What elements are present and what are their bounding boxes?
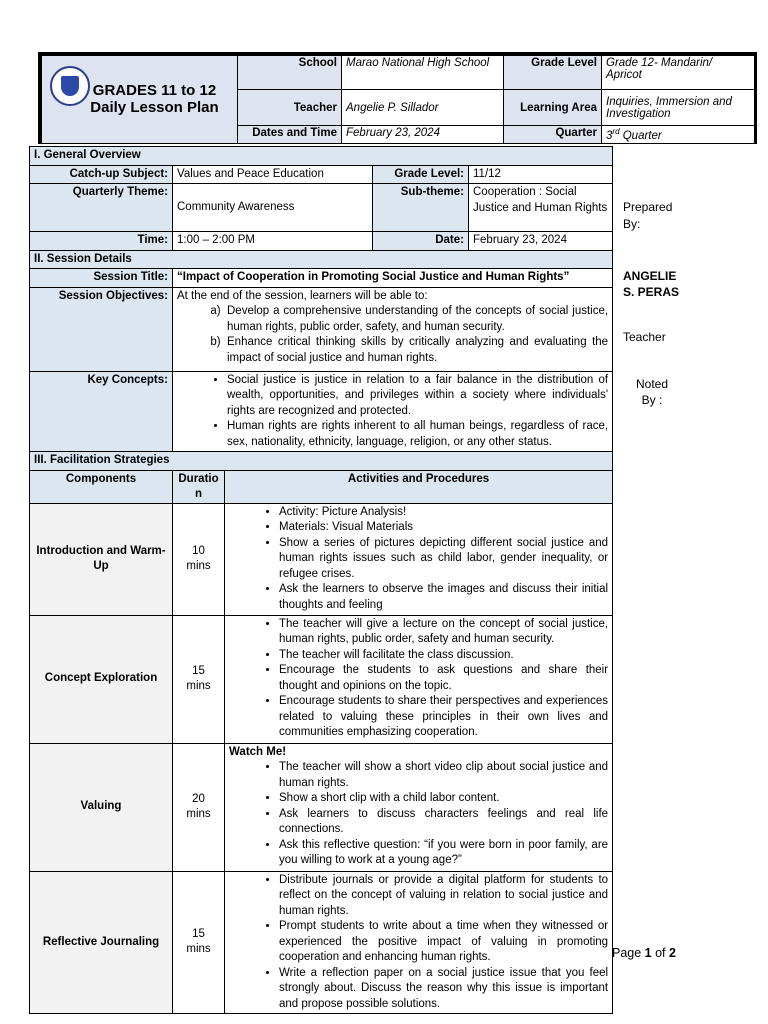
activities-cell xyxy=(225,743,613,871)
activities-list xyxy=(229,505,608,614)
key-concepts-cell xyxy=(173,371,613,452)
activities-list xyxy=(229,617,608,741)
duration-header: Duration xyxy=(173,470,225,503)
lesson-plan-body xyxy=(29,146,612,1014)
teacher-label: Teacher xyxy=(238,90,342,126)
activity-item: • Materials: Visual Materials xyxy=(279,520,608,536)
activity-item: • Encourage the students to ask questions and share their thought and opinions on the topic. xyxy=(279,663,608,694)
quarter-sup: rd xyxy=(612,127,620,136)
subtheme-value: Cooperation : Social Justice and Human Rights xyxy=(469,184,613,232)
activity-item: • Write a reflection paper on a social justice issue that you feel strongly about. Discuss the reason why this issue is important and propose possible solutions. xyxy=(279,966,608,1013)
duration-cell xyxy=(173,503,225,615)
activities-header: Activities and Procedures xyxy=(225,470,613,503)
time-value: 1:00 – 2:00 PM xyxy=(173,232,373,251)
title-line1: GRADES 11 to 12 xyxy=(92,82,217,100)
teacher-value: Angelie P. Sillador xyxy=(342,90,504,126)
catchup-value: Values and Peace Education xyxy=(173,165,373,184)
concept-item: • Social justice is justice in relation to a fair balance in the distribution of wealth, opportunities, and privileges within a society where individuals' rights are recognized and protected. xyxy=(227,373,608,420)
subtheme-label: Sub-theme: xyxy=(373,184,469,232)
components-header: Components xyxy=(30,470,173,503)
quarter-value xyxy=(602,126,755,144)
activity-item: • Ask learners to discuss characters feelings and real life connections. xyxy=(279,807,608,838)
prepared-by-label: Prepared By: xyxy=(623,200,673,231)
activities-cell xyxy=(225,615,613,743)
duration-cell xyxy=(173,871,225,1014)
duration-unit: mins xyxy=(186,560,211,572)
page-of: of xyxy=(651,946,669,960)
session-title-label: Session Title: xyxy=(30,269,173,288)
duration-cell xyxy=(173,743,225,871)
duration-num: 10 xyxy=(192,544,205,557)
general-overview-heading: I. General Overview xyxy=(30,147,613,166)
duration-cell xyxy=(173,615,225,743)
header-title-cell xyxy=(42,56,238,144)
gradelevel-value: 11/12 xyxy=(469,165,613,184)
key-concepts-list xyxy=(177,373,608,451)
objectives-label: Session Objectives: xyxy=(30,287,173,371)
quarter-word: Quarter xyxy=(619,129,662,142)
facilitation-heading: III. Facilitation Strategies xyxy=(30,452,613,471)
session-details-heading: II. Session Details xyxy=(30,250,613,269)
activity-heading: Watch Me! xyxy=(229,745,287,758)
objective-item: b. Enhance critical thinking skills by critically analyzing and evaluating the impact of social justice and human rights. xyxy=(227,335,608,366)
catchup-label: Catch-up Subject: xyxy=(30,165,173,184)
duration-unit: mins xyxy=(186,680,211,692)
date-label: Date: xyxy=(373,232,469,251)
area-value: Inquiries, Immersion and Investigation xyxy=(602,90,755,126)
component-cell: Valuing xyxy=(30,743,173,871)
activity-item: • Show a short clip with a child labor content. xyxy=(279,791,608,807)
component-cell: Concept Exploration xyxy=(30,615,173,743)
theme-value: Community Awareness xyxy=(173,184,373,232)
page-prefix: Page xyxy=(612,946,645,960)
concept-item: • Human rights are rights inherent to all human beings, regardless of race, sex, nationality, ethnicity, language, religion, or any other status. xyxy=(227,419,608,450)
page-total: 2 xyxy=(669,946,676,960)
activity-item: • Activity: Picture Analysis! xyxy=(279,505,608,521)
activity-item: • Prompt students to write about a time when they witnessed or experienced the positive impact of valuing in promoting cooperation and enhancing human rights. xyxy=(279,919,608,966)
time-label: Time: xyxy=(30,232,173,251)
dates-value: February 23, 2024 xyxy=(342,126,504,144)
page-number xyxy=(612,946,676,960)
activity-item: • Distribute journals or provide a digital platform for students to reflect on the concept of valuing in relation to social justice and human rights. xyxy=(279,873,608,920)
preparer-name: ANGELIE S. PERAS xyxy=(623,269,680,299)
duration-num: 15 xyxy=(192,664,205,677)
component-cell: Introduction and Warm-Up xyxy=(30,503,173,615)
preparer-role: Teacher xyxy=(623,330,666,344)
activity-item: • Show a series of pictures depicting different social justice and human rights issues such as child labor, gender inequality, or refugee crises. xyxy=(279,536,608,583)
activity-item: • Encourage students to share their perspectives and experiences related to valuing these principles in their own lives and communities emphasizing cooperation. xyxy=(279,694,608,741)
duration-num: 15 xyxy=(192,927,205,940)
theme-label: Quarterly Theme: xyxy=(30,184,173,232)
objective-item: a. Develop a comprehensive understanding of the concepts of social justice, human rights, public order, safety, and human security. xyxy=(227,304,608,335)
session-title-value: “Impact of Cooperation in Promoting Social Justice and Human Rights” xyxy=(173,269,613,288)
school-label: School xyxy=(238,56,342,90)
activity-item: • Ask this reflective question: “if you were born in poor family, are you willing to work at a young age?” xyxy=(279,838,608,869)
activity-item: • The teacher will show a short video clip about social justice and human rights. xyxy=(279,760,608,791)
activities-cell xyxy=(225,871,613,1014)
duration-unit: mins xyxy=(186,808,211,820)
deped-seal-icon xyxy=(50,66,90,106)
activity-item: • The teacher will facilitate the class discussion. xyxy=(279,648,608,664)
activity-item: • The teacher will give a lecture on the concept of social justice, human rights, public order, safety and human security. xyxy=(279,617,608,648)
objectives-list xyxy=(177,304,608,366)
key-concepts-label: Key Concepts: xyxy=(30,371,173,452)
activities-list xyxy=(229,873,608,1013)
component-cell: Reflective Journaling xyxy=(30,871,173,1014)
objectives-cell xyxy=(173,287,613,371)
activity-item: • Ask the learners to observe the images and discuss their initial thoughts and feeling xyxy=(279,582,608,613)
grade-label: Grade Level xyxy=(504,56,602,90)
area-label: Learning Area xyxy=(504,90,602,126)
gradelevel-label: Grade Level: xyxy=(373,165,469,184)
quarter-num: 3 xyxy=(606,129,613,142)
title-line2: Daily Lesson Plan xyxy=(90,99,219,117)
page-current: 1 xyxy=(644,946,652,960)
activities-list xyxy=(229,760,608,869)
activities-cell xyxy=(225,503,613,615)
quarter-label: Quarter xyxy=(504,126,602,144)
duration-unit: mins xyxy=(186,943,211,956)
noted-by-label: Noted By : xyxy=(635,377,669,407)
school-value: Marao National High School xyxy=(342,56,504,90)
lesson-plan-header xyxy=(38,52,757,144)
date-value: February 23, 2024 xyxy=(469,232,613,251)
objectives-intro: At the end of the session, learners will be able to: xyxy=(177,289,428,302)
duration-num: 20 xyxy=(192,792,205,805)
dates-label: Dates and Time xyxy=(238,126,342,144)
grade-value: Grade 12- Mandarin/ Apricot xyxy=(602,56,755,90)
